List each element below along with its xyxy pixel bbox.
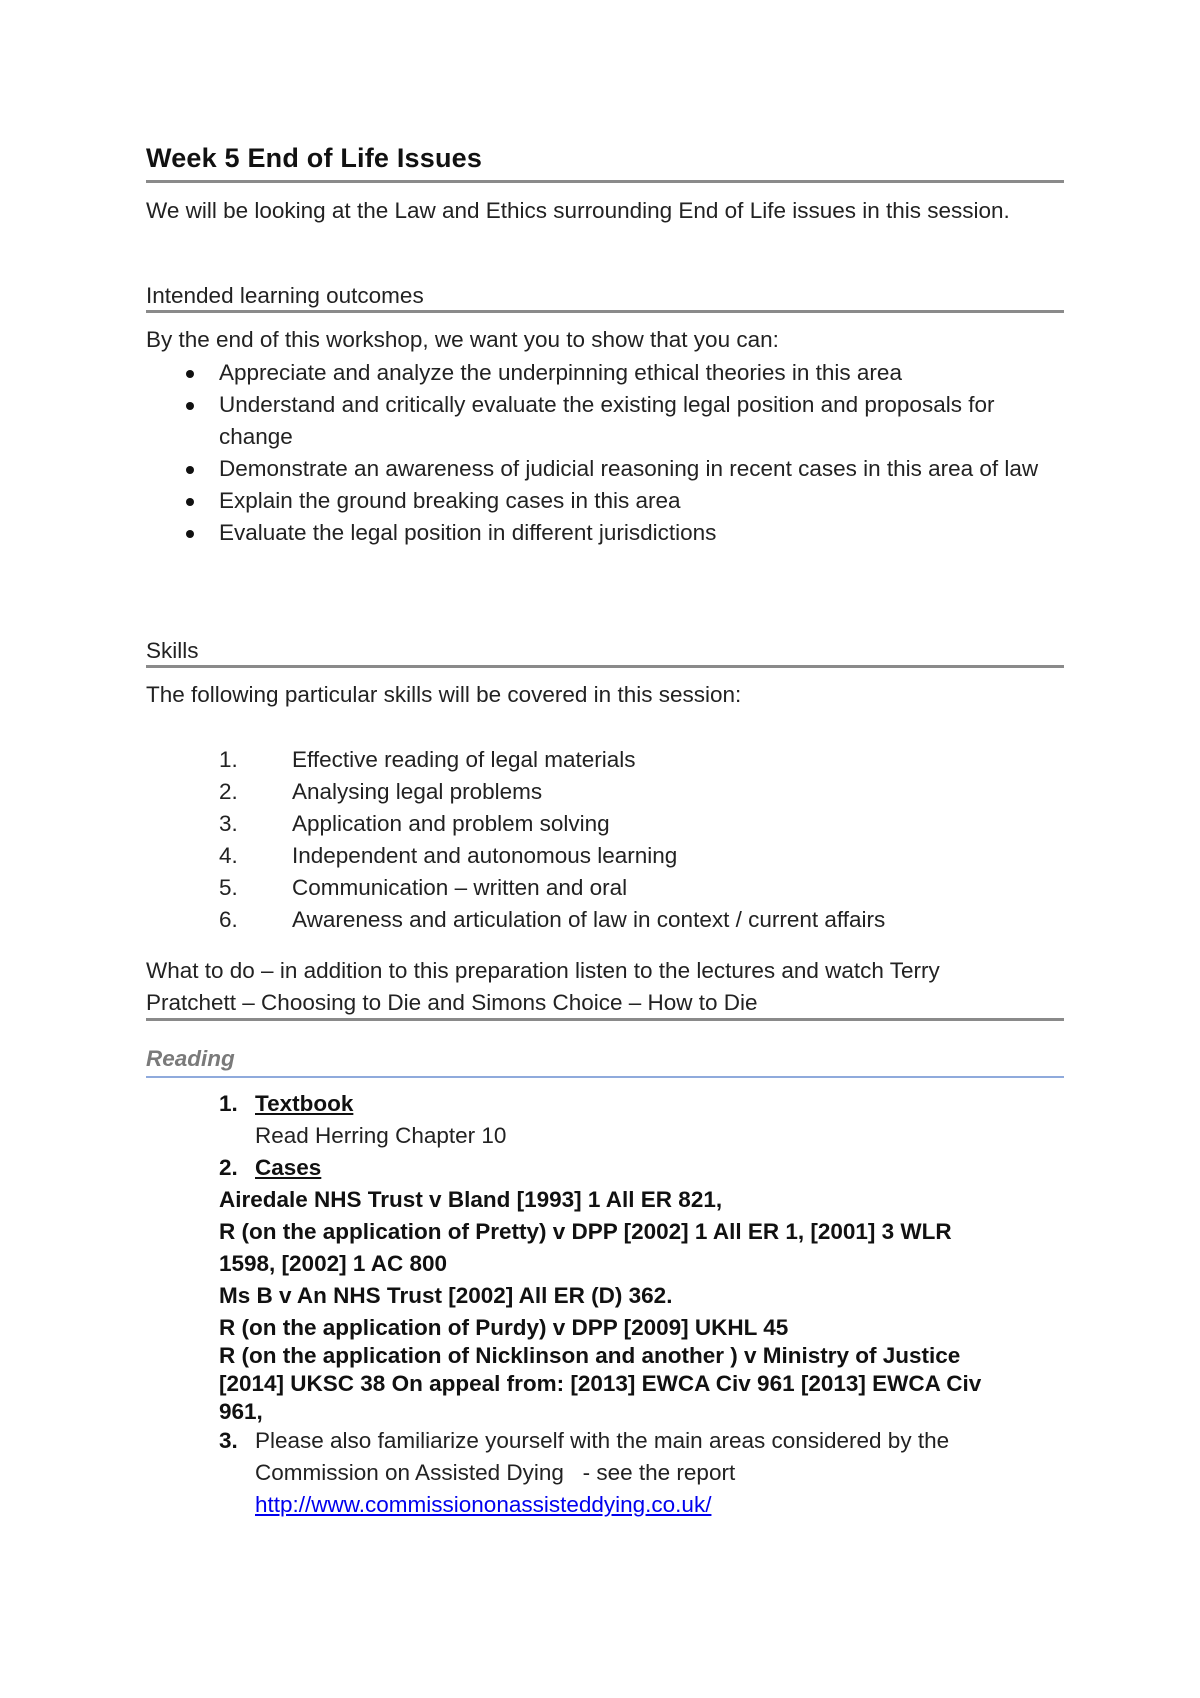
list-item: Understand and critically evaluate the existing legal position and proposals for change [146, 389, 1064, 453]
cases-label: Cases [255, 1155, 322, 1180]
bullet-icon [186, 402, 194, 410]
commission-text-line-2: Commission on Assisted Dying - see the report [255, 1460, 736, 1485]
what-to-do-line-2: Pratchett – Choosing to Die and Simons Choice – How to Die [146, 990, 758, 1015]
skills-heading: Skills [146, 638, 199, 663]
outcomes-list [146, 357, 1064, 549]
case-citation: R (on the application of Pretty) v DPP [2002] 1 All ER 1, [2001] 3 WLR [219, 1219, 952, 1244]
skills-rule [146, 665, 1064, 668]
commission-text-line-1: Please also familiarize yourself with the main areas considered by the [255, 1428, 950, 1453]
intro-paragraph: We will be looking at the Law and Ethics surrounding End of Life issues in this session. [146, 198, 1010, 223]
case-citation: 961, [219, 1399, 263, 1424]
bullet-icon [186, 498, 194, 506]
bullet-icon [186, 530, 194, 538]
case-citation: R (on the application of Purdy) v DPP [2009] UKHL 45 [219, 1315, 789, 1340]
case-citation: Ms B v An NHS Trust [2002] All ER (D) 362. [219, 1283, 673, 1308]
bullet-icon [186, 370, 194, 378]
case-citation: 1598, [2002] 1 AC 800 [219, 1251, 448, 1276]
what-to-do-line-1: What to do – in addition to this preparation listen to the lectures and watch Terry [146, 958, 940, 983]
reading-item-number: 1. [219, 1091, 238, 1116]
what-to-do-rule [146, 1018, 1064, 1021]
reading-heading: Reading [146, 1046, 235, 1071]
outcomes-lead: By the end of this workshop, we want you to show that you can: [146, 327, 779, 352]
title-rule [146, 180, 1064, 183]
list-item: Evaluate the legal position in different jurisdictions [146, 517, 1064, 549]
skills-lead: The following particular skills will be covered in this session: [146, 682, 742, 707]
outcomes-heading: Intended learning outcomes [146, 283, 424, 308]
case-citation: R (on the application of Nicklinson and another ) v Ministry of Justice [219, 1343, 961, 1368]
reading-item-number: 2. [219, 1155, 238, 1180]
textbook-text: Read Herring Chapter 10 [255, 1123, 507, 1148]
bullet-icon [186, 466, 194, 474]
list-item: Demonstrate an awareness of judicial reasoning in recent cases in this area of law [146, 453, 1064, 485]
textbook-label: Textbook [255, 1091, 354, 1116]
list-item: Appreciate and analyze the underpinning ethical theories in this area [146, 357, 1064, 389]
reading-item-number: 3. [219, 1428, 238, 1453]
outcomes-rule [146, 310, 1064, 313]
case-citation: [2014] UKSC 38 On appeal from: [2013] EWCA Civ 961 [2013] EWCA Civ [219, 1371, 982, 1396]
page-title: Week 5 End of Life Issues [146, 143, 483, 173]
case-citation: Airedale NHS Trust v Bland [1993] 1 All ER 821, [219, 1187, 723, 1212]
list-item: Explain the ground breaking cases in this area [146, 485, 1064, 517]
commission-report-link[interactable]: http://www.commissiononassisteddying.co.uk/ [255, 1492, 712, 1517]
reading-rule [146, 1076, 1064, 1078]
